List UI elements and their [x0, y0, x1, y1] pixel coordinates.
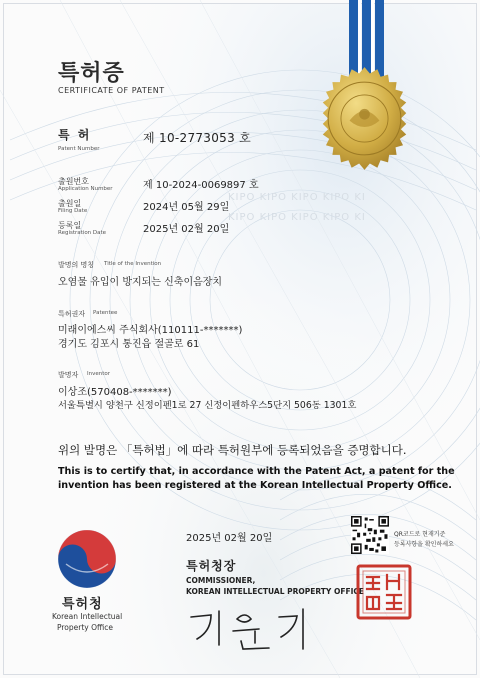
filing-date-value: 2024년 05월 29일: [143, 202, 230, 213]
watermark-text: KIPO KIPO KIPO KIPO KI: [228, 192, 366, 203]
page-subtitle: CERTIFICATE OF PATENT: [58, 86, 165, 95]
commissioner-title-ko: 특허청장: [186, 559, 237, 573]
patentee-name-value: 미래이에스씨 주식회사(110111-*******): [58, 325, 243, 336]
certification-english-line1: This is to certify that, in accordance with the Patent Act, a patent for the: [58, 466, 455, 477]
gold-seal-icon: [311, 65, 418, 172]
invention-label: 발명의 명칭: [58, 261, 95, 269]
filing-date-label-en: Filing Date: [58, 208, 88, 214]
invention-label-en: Title of the Invention: [104, 261, 162, 267]
filing-date-label: 출원일: [58, 199, 82, 208]
application-number-value: 제 10-2024-0069897 호: [143, 180, 259, 191]
commissioner-title-en: COMMISSIONER,: [186, 576, 256, 585]
commissioner-office-en: KOREAN INTELLECTUAL PROPERTY OFFICE: [186, 587, 365, 596]
application-number-label: 출원번호: [58, 177, 89, 186]
certification-english-line2: invention has been registered at the Korean Intellectual Property Office.: [58, 480, 452, 491]
inventor-label: 발명자: [58, 371, 79, 379]
registration-date-label-en: Registration Date: [58, 230, 107, 236]
inventor-name-value: 이상조(570408-*******): [58, 387, 172, 398]
registration-date-label: 등록일: [58, 221, 82, 230]
issue-date: 2025년 02월 20일: [186, 533, 273, 544]
qr-code-icon[interactable]: [351, 516, 389, 554]
inventor-address-value: 서울특별시 양천구 신정이펜1로 27 신정이펜하우스5단지 506동 1301호: [58, 400, 357, 411]
office-name-ko: 특허청: [62, 597, 103, 612]
office-name-en-line1: Korean Intellectual: [52, 612, 123, 621]
page-title: 특허증: [58, 61, 125, 86]
patent-number-label: 특 허: [58, 128, 92, 142]
patentee-label-en: Patentee: [93, 310, 118, 316]
qr-note-line1: QR코드로 현재기준: [394, 531, 446, 538]
invention-title-value: 오염물 유입이 방지되는 신축이음장치: [58, 277, 223, 288]
official-stamp-icon: [355, 563, 413, 621]
registration-date-value: 2025년 02월 20일: [143, 224, 230, 235]
qr-note-line2: 등록사항을 확인하세요: [394, 541, 454, 548]
certification-korean: 위의 발명은 「특허법」에 따라 특허원부에 등록되었음을 증명합니다.: [58, 443, 407, 457]
patent-number-value: 제 10-2773053 호: [143, 131, 252, 145]
watermark-text: KIPO KIPO KIPO KIPO KI: [228, 212, 366, 223]
application-number-label-en: Application Number: [58, 186, 113, 192]
patent-number-label-en: Patent Number: [58, 146, 100, 152]
signature-image: [185, 605, 315, 653]
patentee-address-value: 경기도 김포시 통진읍 절골로 61: [58, 339, 200, 350]
inventor-label-en: Inventor: [87, 371, 111, 377]
kipo-logo-icon: [56, 528, 118, 590]
office-name-en-line2: Property Office: [57, 623, 114, 632]
patentee-label: 특허권자: [58, 310, 86, 318]
